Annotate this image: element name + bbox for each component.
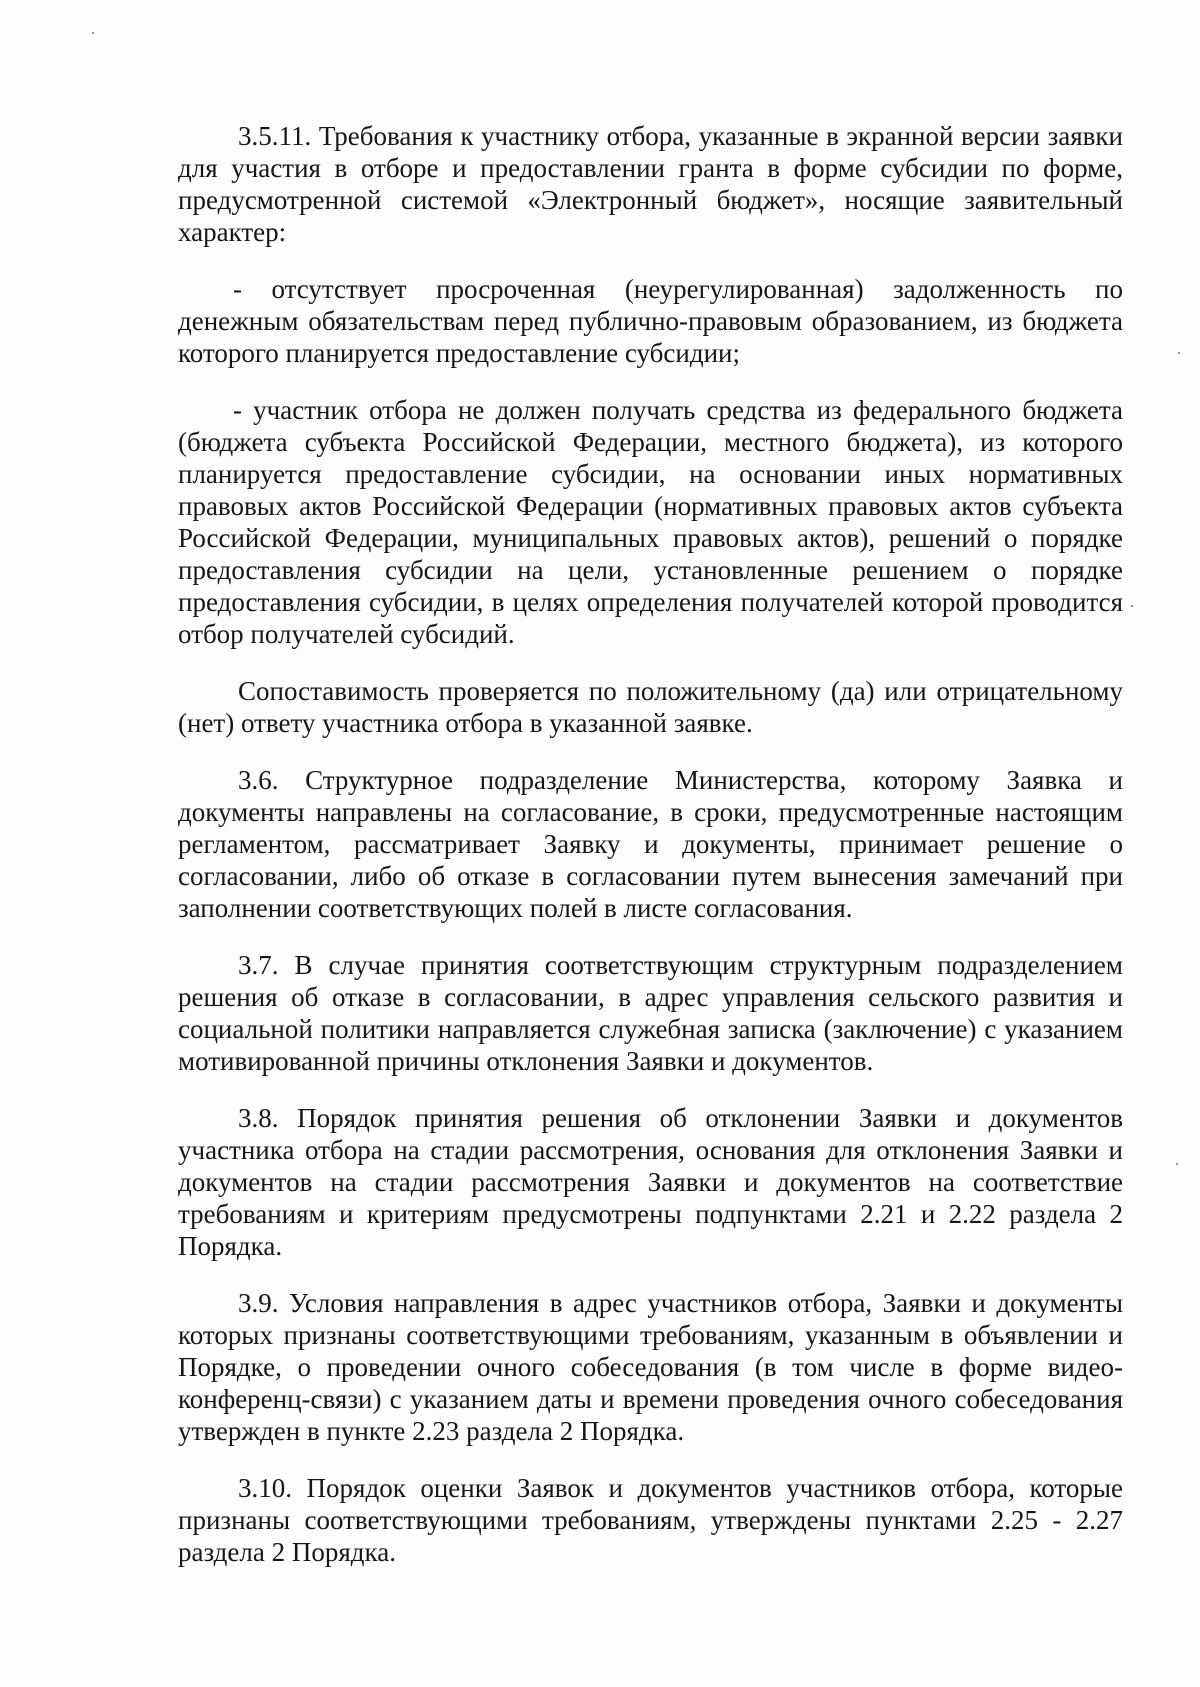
paragraph-3-10: 3.10. Порядок оценки Заявок и документов участников отбора, которые признаны соответствующими требованиям, утверждены пунктами 2.25 - 2.27 раздела 2 Порядка. [178,1473,1123,1567]
paragraph-3-6: 3.6. Структурное подразделение Министерства, которому Заявка и документы направлены на согласование, в сроки, предусмотренные настоящим регламентом, рассматривает Заявку и документы, принимает решение о согласовании, либо об отказе в согласовании путем вынесения замечаний при заполнении соответствующих полей в листе согласования. [178,765,1123,923]
list-item-funding: - участник отбора не должен получать средства из федерального бюджета (бюджета субъекта Российской Федерации, местного бюджета), из которого планируется предоставление субсидии, на основании иных нормативных правовых актов Российской Федерации (нормативных правовых актов субъекта Российской Федерации, муниципальных правовых актов), решений о порядке предоставления субсидии на цели, установленные решением о порядке предоставления субсидии, в целях определения получателей которой проводится отбор получателей субсидий. [178,395,1123,649]
scan-speck [1176,1163,1178,1165]
scan-speck [1131,605,1133,607]
list-item-debt: - отсутствует просроченная (неурегулированная) задолженность по денежным обязательствам перед публично-правовым образованием, из бюджета которого планируется предоставление субсидии; [178,274,1123,368]
paragraph-3-5-11: 3.5.11. Требования к участнику отбора, указанные в экранной версии заявки для участия в отборе и предоставлении гранта в форме субсидии по форме, предусмотренной системой «Электронный бюджет», носящие заявительный характер: [178,121,1123,247]
document-body [178,120,1123,1593]
paragraph-3-8: 3.8. Порядок принятия решения об отклонении Заявки и документов участника отбора на стадии рассмотрения, основания для отклонения Заявки и документов на стадии рассмотрения Заявки и документов на соответствие требованиям и критериям предусмотрены подпунктами 2.21 и 2.22 раздела 2 Порядка. [178,1103,1123,1261]
paragraph-comparability: Сопоставимость проверяется по положительному (да) или отрицательному (нет) ответу участника отбора в указанной заявке. [178,676,1123,738]
paragraph-3-7: 3.7. В случае принятия соответствующим структурным подразделением решения об отказе в согласовании, в адрес управления сельского развития и социальной политики направляется служебная записка (заключение) с указанием мотивированной причины отклонения Заявки и документов. [178,950,1123,1076]
scan-speck [92,32,94,34]
scan-speck [1178,352,1180,354]
paragraph-3-9: 3.9. Условия направления в адрес участников отбора, Заявки и документы которых признаны соответствующими требованиям, указанным в объявлении и Порядке, о проведении очного собеседования (в том числе в форме видео-конференц-связи) с указанием даты и времени проведения очного собеседования утвержден в пункте 2.23 раздела 2 Порядка. [178,1288,1123,1446]
